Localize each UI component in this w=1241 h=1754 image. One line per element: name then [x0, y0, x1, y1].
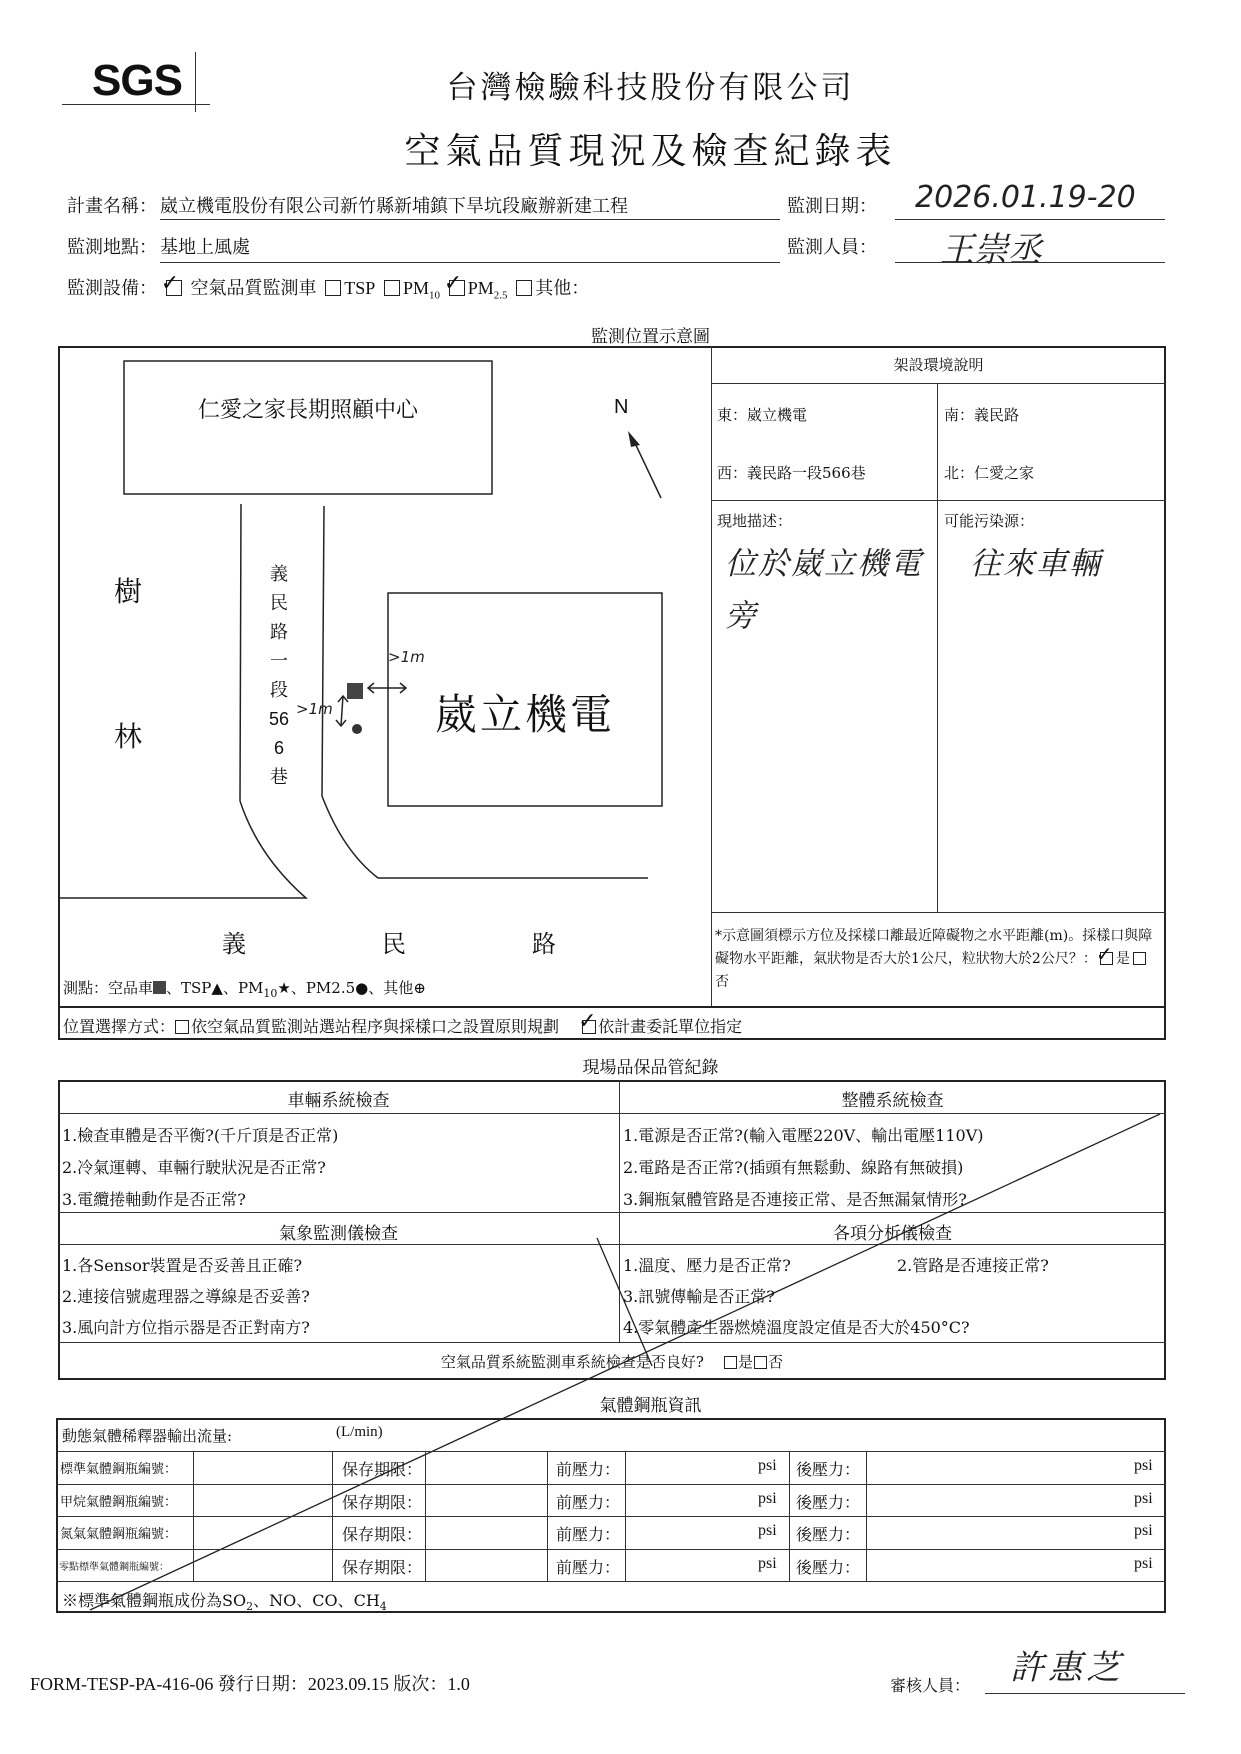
back-unit: psi [1134, 1490, 1153, 1507]
equipment-pm25-label: $PM_{2.5}$ [467, 278, 508, 302]
back-pressure-label: 後壓力： [796, 1493, 861, 1512]
distance-label-east: >1m [388, 648, 425, 666]
company-name: 台灣檢驗科技股份有限公司 [446, 70, 855, 106]
site-description-label: 現地描述： [717, 512, 793, 530]
date-value[interactable]: 2026.01.19-20 [915, 180, 1136, 215]
marker-legend: 測點：空品車 、TSP▲、$PM_{10}★$、PM2.5●、其他⊕ [63, 979, 426, 1000]
star-icon: ★ [277, 979, 291, 997]
cylinder-id-label: 標準氣體鋼瓶編號： [60, 1462, 178, 1477]
list-item: 1.電源是否正常?(輸入電壓220V、輸出電壓110V) [623, 1126, 984, 1145]
list-item: 2.冷氣運轉、車輛行駛狀況是否正常? [62, 1158, 326, 1177]
location-label: 監測地點： [67, 237, 157, 258]
main-building-label: 崴立機電 [434, 690, 615, 739]
north-building-label: 仁愛之家長期照顧中心 [197, 398, 418, 423]
equipment-other-label: 其他： [535, 278, 590, 299]
qc-summary: 空氣品質系統監測車系統檢查是否良好? 是 否 [440, 1353, 784, 1371]
front-unit: psi [758, 1522, 777, 1539]
checkmark-icon: ✓ [578, 1009, 597, 1034]
back-unit: psi [1134, 1522, 1153, 1539]
env-west: 西：義民路一段566巷 [717, 464, 866, 482]
list-item: 2.連接信號處理器之導線是否妥善? [62, 1287, 310, 1306]
env-north: 北：仁愛之家 [944, 464, 1035, 482]
front-unit: psi [758, 1490, 777, 1507]
expiry-label: 保存期限： [342, 1558, 423, 1577]
cylinder-row [56, 1516, 1166, 1549]
north-label: N [614, 396, 629, 418]
front-unit: psi [758, 1457, 777, 1474]
front-pressure-label: 前壓力： [556, 1525, 621, 1544]
plan-value: 崴立機電股份有限公司新竹縣新埔鎮下旱坑段廠辦新建工程 [160, 196, 628, 217]
list-item: 2.電路是否正常?(插頭有無鬆動、線路有無破損) [623, 1158, 964, 1177]
env-south: 南：義民路 [944, 406, 1020, 424]
circle-plus-icon: ⊕ [413, 979, 426, 997]
staff-label: 監測人員： [787, 237, 877, 258]
date-label: 監測日期： [787, 196, 877, 217]
list-item: 3.鋼瓶氣體管路是否連接正常、是否無漏氣情形? [623, 1190, 967, 1209]
equipment-pm10-label: $PM_{10}$ [402, 278, 440, 302]
cylinder-id-label: 氮氣氣體鋼瓶編號： [60, 1527, 178, 1542]
page-title: 空氣品質現況及檢查紀錄表 [404, 131, 897, 172]
cylinder-id-label: 零點標準氣體鋼瓶編號： [59, 1562, 169, 1573]
road-char-2: 民 [382, 930, 406, 958]
pollution-source-label: 可能污染源： [944, 512, 1035, 530]
env-east: 東：崴立機電 [717, 406, 808, 424]
triangle-icon: ▲ [211, 979, 223, 997]
position-method: 位置選擇方式： 依空氣品質監測站選站程序與採樣口之設置原則規劃 ✓ 依計畫委託單位指定 [63, 1009, 743, 1036]
reviewer-signature[interactable]: 許惠芝 [1010, 1648, 1124, 1688]
vehicle-check-title: 車輛系統檢查 [287, 1091, 390, 1111]
distance-label-west: >1m [296, 700, 333, 718]
back-pressure-label: 後壓力： [796, 1525, 861, 1544]
whole-system-title: 整體系統檢查 [841, 1091, 944, 1111]
location-value: 基地上風處 [160, 237, 250, 258]
back-pressure-label: 後壓力： [796, 1558, 861, 1577]
expiry-label: 保存期限： [342, 1493, 423, 1512]
list-item: 3.風向計方位指示器是否正對南方? [62, 1318, 310, 1337]
cyl-row-line-4 [56, 1581, 1166, 1582]
strike-line-short [597, 1238, 652, 1366]
list-item: 1.檢查車體是否平衡?(千斤頂是否正常) [62, 1126, 339, 1145]
cylinder-note: ※標準氣體鋼瓶成份為$SO_2$、NO、CO、$CH_4$ [62, 1591, 387, 1614]
list-item: 3.訊號傳輸是否正常? [623, 1287, 775, 1306]
circle-icon: ● [355, 979, 369, 997]
pollution-source-value[interactable]: 往來車輛 [970, 546, 1102, 582]
road-char-1: 義 [222, 930, 246, 958]
plan-label: 計畫名稱： [67, 196, 157, 217]
expiry-label: 保存期限： [342, 1460, 423, 1479]
equipment-tsp-label: TSP [344, 278, 376, 298]
cylinder-row [56, 1451, 1166, 1484]
reviewer-underline [985, 1693, 1185, 1694]
cylinder-id-label: 甲烷氣體鋼瓶編號： [60, 1495, 178, 1510]
front-pressure-label: 前壓力： [556, 1558, 621, 1577]
map-caption: 監測位置示意圖 [591, 327, 710, 347]
flow-unit: (L/min) [336, 1424, 383, 1440]
sgs-logo: SGS [92, 56, 182, 105]
tree-char-2: 林 [114, 720, 143, 753]
cylinder-row [56, 1549, 1166, 1581]
back-unit: psi [1134, 1457, 1153, 1474]
checkmark-icon: ✓ [160, 271, 180, 296]
equipment-car-label: 空氣品質監測車 [190, 278, 317, 299]
analyzer-check-title: 各項分析儀檢查 [833, 1224, 952, 1244]
form-info: FORM-TESP-PA-416-06 發行日期：2023.09.15 版次：1.0 [30, 1674, 470, 1694]
front-pressure-label: 前壓力： [556, 1460, 621, 1479]
staff-signature[interactable]: 王崇丞 [940, 230, 1042, 270]
flow-label: 動態氣體稀釋器輸出流量: [62, 1427, 233, 1445]
reviewer-label: 審核人員： [890, 1676, 971, 1695]
list-item: 1.溫度、壓力是否正常? 2.管路是否連接正常? [623, 1256, 1049, 1275]
road-char-3: 路 [532, 930, 556, 958]
back-unit: psi [1134, 1555, 1153, 1572]
tree-char-1: 樹 [114, 575, 143, 608]
checkmark-icon: ✓ [1095, 942, 1113, 966]
front-unit: psi [758, 1555, 777, 1572]
list-item: 3.電纜捲軸動作是否正常? [62, 1190, 246, 1209]
distance-note: *示意圖須標示方位及採樣口離最近障礙物之水平距離(m)。採樣口與障礙物水平距離，氣狀物是否大於1公尺，粒狀物大於2公尺？： ✓ 是否 [715, 928, 1153, 990]
front-pressure-label: 前壓力： [556, 1493, 621, 1512]
site-description-value[interactable]: 位於崴立機電旁 [725, 546, 923, 634]
qc-caption: 現場品保品管紀錄 [582, 1058, 719, 1078]
cylinder-caption: 氣體鋼瓶資訊 [599, 1396, 702, 1416]
back-pressure-label: 後壓力： [796, 1460, 861, 1479]
expiry-label: 保存期限： [342, 1525, 423, 1544]
checkmark-icon: ✓ [443, 271, 463, 296]
weather-check-title: 氣象監測儀檢查 [279, 1224, 398, 1244]
environment-title: 架設環境說明 [711, 346, 1166, 384]
equipment-label: 監測設備： [67, 278, 157, 299]
list-item: 1.各Sensor裝置是否妥善且正確? [62, 1256, 303, 1275]
lane-name: 義 民 路 一 段 56 6 巷 [268, 564, 290, 788]
list-item: 4.零氣體產生器燃燒溫度設定值是否大於450°C? [623, 1318, 970, 1337]
cylinder-row [56, 1484, 1166, 1516]
